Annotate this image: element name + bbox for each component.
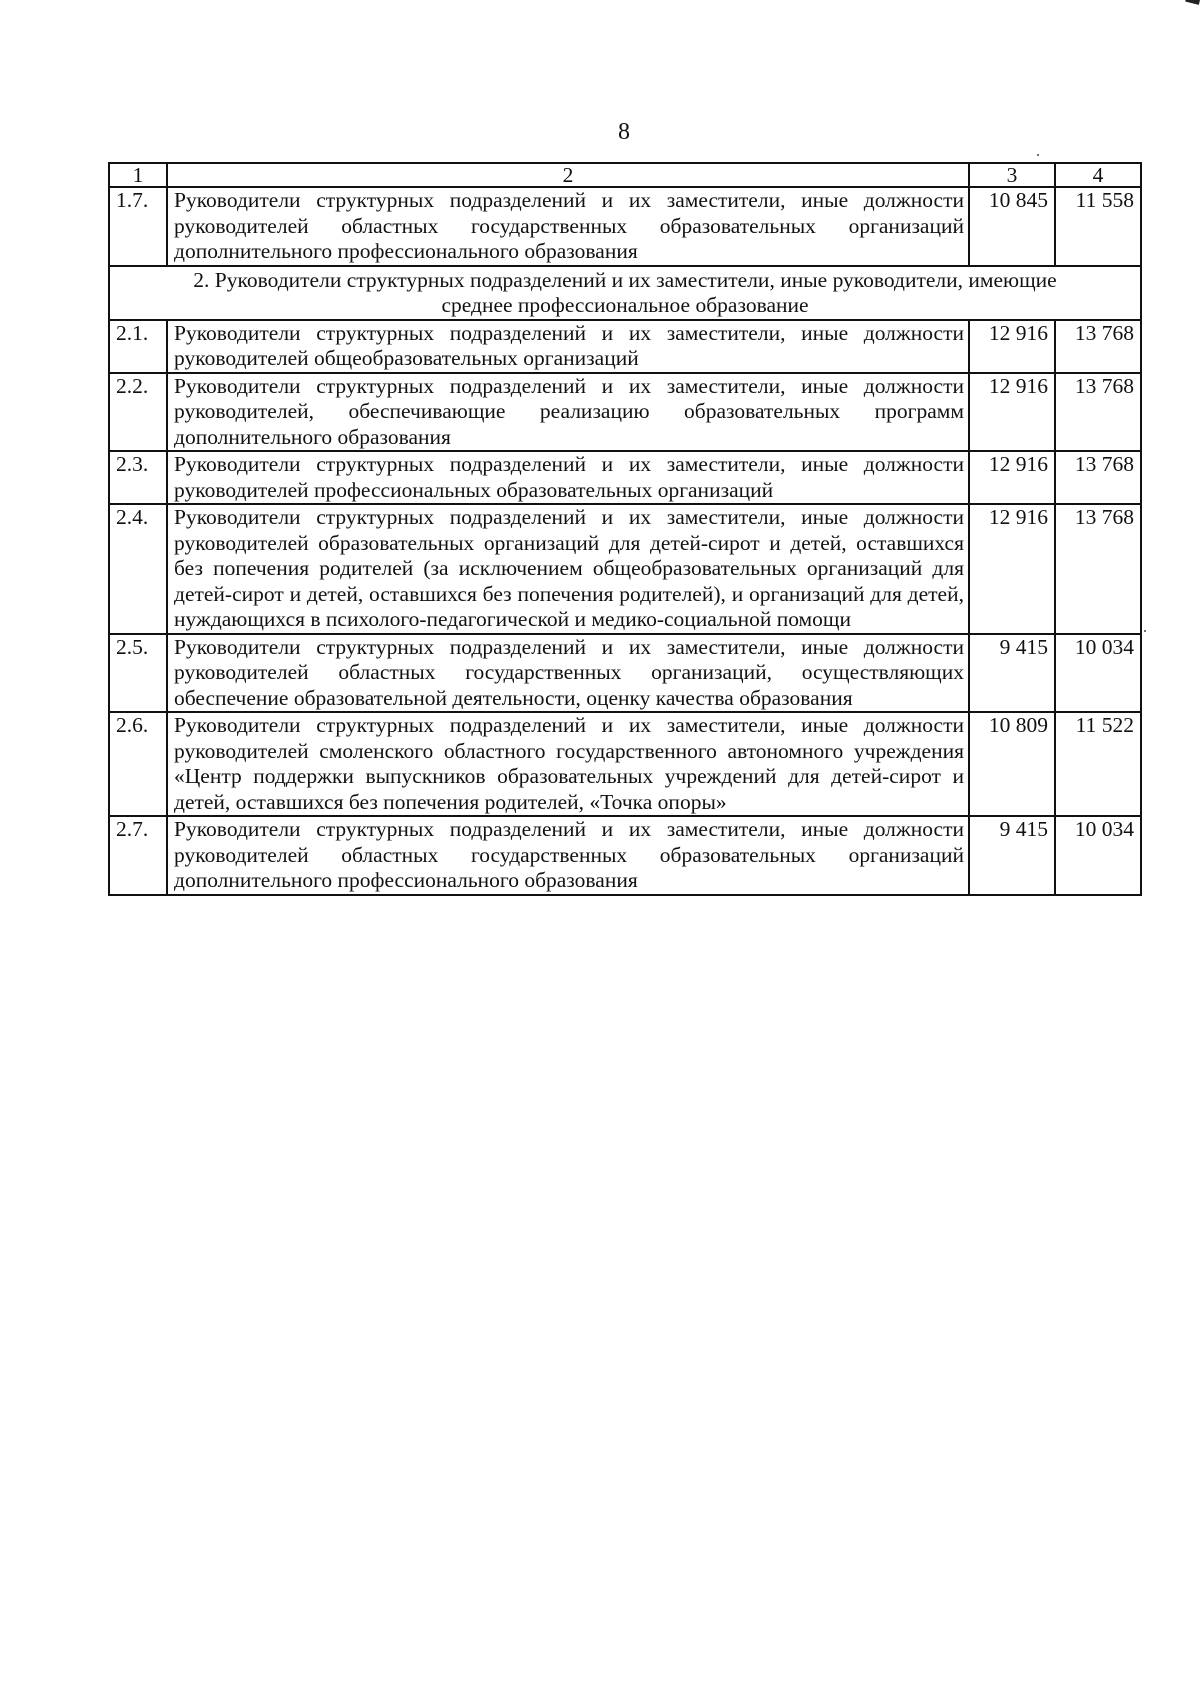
scan-dot <box>1037 154 1039 156</box>
row-description: Руководители структурных подразделений и их заместители, иные должности руководителей общеобразовательных организаций <box>167 320 969 373</box>
table-row <box>109 187 1141 266</box>
row-value-col3: 9 415 <box>969 634 1055 713</box>
table-row <box>109 320 1141 373</box>
row-value-col4: 13 768 <box>1055 451 1141 504</box>
row-number: 2.2. <box>109 373 167 452</box>
section-header-row <box>109 266 1141 320</box>
column-header: 1 <box>109 163 167 187</box>
row-value-col3: 12 916 <box>969 504 1055 634</box>
row-value-col4: 11 558 <box>1055 187 1141 266</box>
row-number: 2.5. <box>109 634 167 713</box>
row-value-col4: 11 522 <box>1055 712 1141 816</box>
row-description: Руководители структурных подразделений и их заместители, иные должности руководителей смоленского областного государственного автономного учреждения «Центр поддержки выпускников образовательных учреждений для детей-сирот и детей, оставшихся без попечения родителей, «Точка опоры» <box>167 712 969 816</box>
row-number: 2.1. <box>109 320 167 373</box>
row-value-col4: 13 768 <box>1055 320 1141 373</box>
row-description: Руководители структурных подразделений и их заместители, иные должности руководителей областных государственных образовательных организаций дополнительного профессионального образования <box>167 187 969 266</box>
table-row <box>109 634 1141 713</box>
row-number: 1.7. <box>109 187 167 266</box>
salary-table <box>108 162 1142 896</box>
table-row <box>109 504 1141 634</box>
row-value-col3: 10 845 <box>969 187 1055 266</box>
scan-dot <box>1144 630 1146 632</box>
row-value-col4: 10 034 <box>1055 634 1141 713</box>
row-description: Руководители структурных подразделений и их заместители, иные должности руководителей областных государственных организаций, осуществляющих обеспечение образовательной деятельности, оценку качества образования <box>167 634 969 713</box>
column-header: 4 <box>1055 163 1141 187</box>
column-header: 2 <box>167 163 969 187</box>
table-row <box>109 816 1141 895</box>
scan-artifact-mark <box>1185 0 1200 5</box>
table-row <box>109 712 1141 816</box>
row-number: 2.4. <box>109 504 167 634</box>
page-number: 8 <box>618 119 630 145</box>
row-description: Руководители структурных подразделений и их заместители, иные должности руководителей профессиональных образовательных организаций <box>167 451 969 504</box>
row-description: Руководители структурных подразделений и их заместители, иные должности руководителей образовательных организаций для детей-сирот и детей, оставшихся без попечения родителей (за исключением общеобразовательных организаций для детей-сирот и детей, оставшихся без попечения родителей), и организаций для детей, нуждающихся в психолого-педагогической и медико-социальной помощи <box>167 504 969 634</box>
row-value-col4: 10 034 <box>1055 816 1141 895</box>
row-number: 2.6. <box>109 712 167 816</box>
table-row <box>109 451 1141 504</box>
column-header: 3 <box>969 163 1055 187</box>
table-row <box>109 373 1141 452</box>
row-value-col3: 12 916 <box>969 373 1055 452</box>
row-value-col3: 12 916 <box>969 451 1055 504</box>
row-value-col4: 13 768 <box>1055 373 1141 452</box>
row-value-col3: 10 809 <box>969 712 1055 816</box>
row-description: Руководители структурных подразделений и их заместители, иные должности руководителей, обеспечивающие реализацию образовательных программ дополнительного образования <box>167 373 969 452</box>
row-number: 2.7. <box>109 816 167 895</box>
row-description: Руководители структурных подразделений и их заместители, иные должности руководителей областных государственных образовательных организаций дополнительного профессионального образования <box>167 816 969 895</box>
row-value-col3: 9 415 <box>969 816 1055 895</box>
table-header-row <box>109 163 1141 187</box>
row-value-col3: 12 916 <box>969 320 1055 373</box>
section-title: 2. Руководители структурных подразделений и их заместители, иные руководители, имеющие среднее профессиональное образование <box>109 266 1141 320</box>
row-value-col4: 13 768 <box>1055 504 1141 634</box>
row-number: 2.3. <box>109 451 167 504</box>
